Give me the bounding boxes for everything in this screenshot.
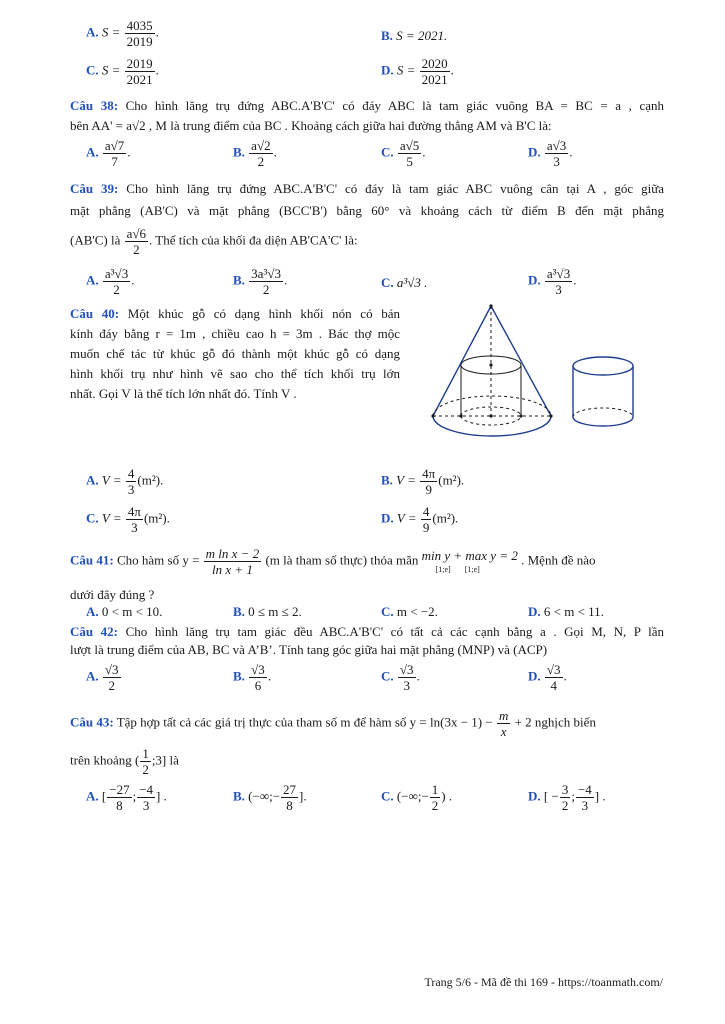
numerator: 4035 (126, 18, 153, 33)
denominator: 9 (422, 520, 430, 535)
denominator: 3 (403, 678, 410, 693)
q40-line5: nhất. Gọi V là thể tích lớn nhất đó. Tính V . (70, 386, 297, 401)
denominator: 2 (561, 798, 569, 813)
option-label: D. (381, 510, 394, 526)
q39-line3 (70, 226, 664, 257)
q41-option-d (528, 604, 604, 620)
min-subscript: [1;e] (435, 565, 451, 574)
numerator: m ln x − 2 (205, 546, 260, 561)
denominator: 3 (581, 798, 589, 813)
q41-option-a (86, 604, 162, 620)
minmax-expression (422, 549, 518, 574)
option-label: B. (381, 472, 393, 488)
option-label: C. (381, 604, 394, 619)
denominator: 6 (254, 678, 262, 693)
option-label: A. (86, 272, 99, 288)
option-label: A. (86, 668, 99, 684)
question-label: Câu 41: (70, 552, 114, 568)
text: (AB'C) là (70, 232, 121, 248)
minmax-text: min y + max y = 2 (421, 548, 518, 563)
option-text: m < −2. (396, 604, 438, 619)
q43-option-c (381, 782, 452, 813)
option-label: C. (381, 144, 394, 160)
numerator: 4π (422, 466, 436, 481)
q39-line1 (70, 181, 664, 197)
numerator: a³√3 (546, 266, 571, 281)
text: . Mệnh đề nào (521, 552, 596, 568)
q38-option-d: D. $\frac{a√3}{3}$ . (528, 138, 573, 169)
option-label: D. (528, 668, 541, 684)
text: ; (132, 788, 137, 804)
option-label: A. (86, 788, 99, 804)
q41-line2: dưới đây đúng ? (70, 587, 155, 602)
question-label: Câu 40: (70, 306, 120, 321)
denominator: 3 (131, 520, 138, 535)
q43-option-b (233, 782, 307, 813)
punct: . (416, 668, 420, 684)
numerator: a³√3 (104, 266, 129, 281)
option-text: 0 < m < 10. (101, 604, 163, 619)
option-label: A. (86, 144, 99, 160)
option-label: C. (86, 510, 99, 526)
denominator: 2 (113, 282, 120, 297)
q38-option-c: C. $\frac{a√5}{5}$ . (381, 138, 426, 169)
denominator: 3 (555, 282, 562, 297)
option-text: 6 < m < 11. (543, 604, 604, 619)
text: [ − (543, 788, 559, 804)
unit: (m²). (143, 510, 170, 526)
question-label: Câu 39: (70, 181, 119, 196)
text: ; (571, 788, 575, 804)
option-label: D. (381, 62, 394, 78)
text: . Thể tích của khối đa diện AB'CA'C' là: (149, 232, 358, 248)
q42-line2: lượt là trung điểm của AB, BC và A’B’. Tính tang góc giữa hai mặt phẳng (MNP) và (ACP) (70, 642, 548, 657)
option-label: B. (233, 272, 245, 288)
q39-line2: mặt phẳng (AB'C) và mặt phẳng (BCC'B') bằng 60° và khoảng cách từ điểm B đến mặt phẳng (70, 203, 664, 218)
q41-option-c (381, 604, 438, 620)
q40-option-a (86, 466, 163, 497)
punct: . (450, 62, 454, 78)
option-label: A. (86, 604, 99, 619)
numerator: m (498, 708, 509, 723)
denominator: 3 (553, 154, 560, 169)
q43-option-a (86, 782, 167, 813)
page-footer: Trang 5/6 - Mã đề thi 169 - https://toanmath.com/ (424, 975, 663, 989)
option-prefix: V = (396, 472, 416, 488)
question-text: Cho hình lăng trụ đứng ABC.A'B'C' có đáy ABC là tam giác vuông BA = BC = a , cạnh (125, 98, 664, 113)
q43-option-d (528, 782, 606, 813)
denominator: 2021 (421, 72, 448, 87)
text: (−∞;− (396, 788, 429, 804)
option-label: D. (528, 788, 541, 804)
denominator: 4 (550, 678, 557, 693)
numerator: a√6 (126, 226, 147, 241)
numerator: a√3 (546, 138, 567, 153)
numerator: 4 (127, 466, 135, 481)
q38-option-b: B. $\frac{a√2}{2}$ . (233, 138, 277, 169)
q42-option-d (528, 662, 567, 693)
option-prefix: V = (101, 472, 122, 488)
q37-option-a (86, 18, 159, 49)
q39-option-a: A. $\frac{\text{a³√3}}{2}$ . (86, 266, 135, 297)
option-prefix: S = (396, 62, 416, 78)
denominator: 2 (133, 242, 140, 257)
text: (m là tham số thực) thỏa mãn (265, 552, 419, 568)
numerator: 1 (142, 746, 149, 761)
numerator: √3 (251, 662, 265, 677)
denominator: 7 (111, 154, 118, 169)
option-label: B. (233, 788, 245, 804)
numerator: 27 (283, 782, 297, 797)
option-label: C. (381, 668, 394, 684)
numerator: a√5 (399, 138, 420, 153)
q37-option-d (381, 56, 454, 87)
q40-option-c (86, 504, 170, 535)
option-label: C. (381, 275, 394, 290)
numerator: −4 (577, 782, 592, 797)
option-label: B. (233, 144, 245, 160)
denominator: ln x + 1 (211, 562, 253, 577)
option-label: D. (528, 272, 541, 288)
max-subscript: [1;e] (464, 565, 480, 574)
denominator: 8 (286, 798, 293, 813)
q38-option-a: A. $\frac{a√7}{7}$ . (86, 138, 131, 169)
option-text: 0 ≤ m ≤ 2. (248, 604, 302, 619)
punct: . (155, 62, 159, 78)
denominator: 2019 (126, 34, 153, 49)
q37-option-c (86, 56, 159, 87)
option-label: D. (528, 604, 541, 619)
numerator: a√2 (251, 138, 271, 153)
numerator: 2020 (421, 56, 448, 71)
punct: . (267, 668, 272, 684)
option-prefix: S = (101, 62, 121, 78)
q40-line3: muốn chế tác từ khúc gỗ đó thành một khúc gỗ có dạng (70, 346, 400, 361)
option-label: A. (86, 24, 99, 40)
denominator: 2 (108, 678, 115, 693)
q42-option-a (86, 662, 122, 693)
denominator: 8 (116, 798, 123, 813)
q37-option-b (381, 28, 447, 44)
q42-option-b (233, 662, 271, 693)
text: Cho hàm số y = (116, 552, 200, 568)
option-label: C. (381, 788, 394, 804)
q43-line2 (70, 746, 664, 777)
q40-line4: hình khối trụ như hình vẽ sao cho thể tích khối trụ lớn (70, 366, 400, 381)
text: Tập hợp tất cả các giá trị thực của tham số m để hàm số y = ln(3x − 1) − (116, 714, 493, 730)
option-label: B. (381, 28, 393, 43)
text: [ (101, 788, 107, 804)
numerator: 2019 (126, 56, 153, 71)
numerator: −4 (139, 782, 154, 797)
option-text: S = 2021. (396, 28, 448, 43)
denominator: 2 (142, 762, 149, 777)
q40-line1 (70, 306, 400, 322)
numerator: −27 (109, 782, 130, 797)
numerator: 4 (422, 504, 430, 519)
denominator: 5 (406, 154, 413, 169)
punct: . (155, 24, 159, 40)
q39-option-b: B. $\frac{\text{3a³√3}}{2}$ . (233, 266, 288, 297)
numerator: 3a³√3 (251, 266, 281, 281)
denominator: x (500, 724, 507, 739)
q42-line1 (70, 624, 664, 640)
numerator: 1 (431, 782, 439, 797)
option-prefix: S = (101, 24, 121, 40)
q42-option-c (381, 662, 420, 693)
numerator: a√7 (104, 138, 125, 153)
cone-cylinder-figure (425, 302, 670, 442)
option-prefix: V = (101, 510, 122, 526)
option-label: B. (233, 604, 245, 619)
question-text: Một khúc gỗ có dạng hình khối nón có bán (127, 306, 401, 321)
punct: . (563, 668, 567, 684)
text: trên khoảng ( (70, 752, 140, 768)
option-label: D. (528, 144, 541, 160)
denominator: 2 (262, 282, 270, 297)
numerator: 4π (127, 504, 141, 519)
q40-option-b (381, 466, 464, 497)
question-label: Câu 42: (70, 624, 119, 639)
q40-option-d (381, 504, 458, 535)
numerator: √3 (546, 662, 561, 677)
denominator: 2 (431, 798, 439, 813)
denominator: 2021 (126, 72, 153, 87)
question-label: Câu 38: (70, 98, 119, 113)
numerator: √3 (399, 662, 414, 677)
q38-line2: bên AA' = a√2 , M là trung điểm của BC . Khoảng cách giữa hai đường thẳng AM và B'C là: (70, 118, 552, 133)
denominator: 9 (425, 482, 432, 497)
q43-line1 (70, 708, 664, 739)
numerator: 3 (561, 782, 569, 797)
text: ]. (299, 788, 307, 804)
unit: (m²). (432, 510, 459, 526)
question-label: Câu 43: (70, 714, 114, 730)
option-text: a³√3 . (396, 275, 428, 290)
question-text: Cho hình lăng trụ tam giác đều ABC.A'B'C' có tất cả các cạnh bằng a . Gọi M, N, P lần (125, 624, 665, 639)
denominator: 3 (142, 798, 150, 813)
q39-option-c (381, 275, 427, 291)
text: ) . (441, 788, 453, 804)
text: ] . (156, 788, 167, 804)
denominator: 2 (257, 154, 265, 169)
denominator: 3 (127, 482, 135, 497)
q40-line2: kính đáy bằng r = 1m , chiều cao h = 3m . Bác thợ mộc (70, 326, 400, 341)
q39-option-d: D. $\frac{\text{a³√3}}{3}$ . (528, 266, 577, 297)
text: ] . (594, 788, 606, 804)
text: + 2 nghịch biến (514, 714, 596, 730)
q38-line1 (70, 98, 664, 114)
text: ;3] là (151, 752, 179, 768)
q41-option-b (233, 604, 302, 620)
option-label: C. (86, 62, 99, 78)
text: (−∞;− (248, 788, 281, 804)
option-label: B. (233, 668, 245, 684)
question-text: Cho hình lăng trụ đứng ABC.A'B'C' có đáy là tam giác ABC vuông cân tại A , góc giữa (126, 181, 665, 196)
numerator: √3 (104, 662, 119, 677)
unit: (m²). (438, 472, 465, 488)
option-prefix: V = (396, 510, 417, 526)
unit: (m²). (137, 472, 164, 488)
q41-line1 (70, 546, 664, 577)
option-label: A. (86, 472, 99, 488)
